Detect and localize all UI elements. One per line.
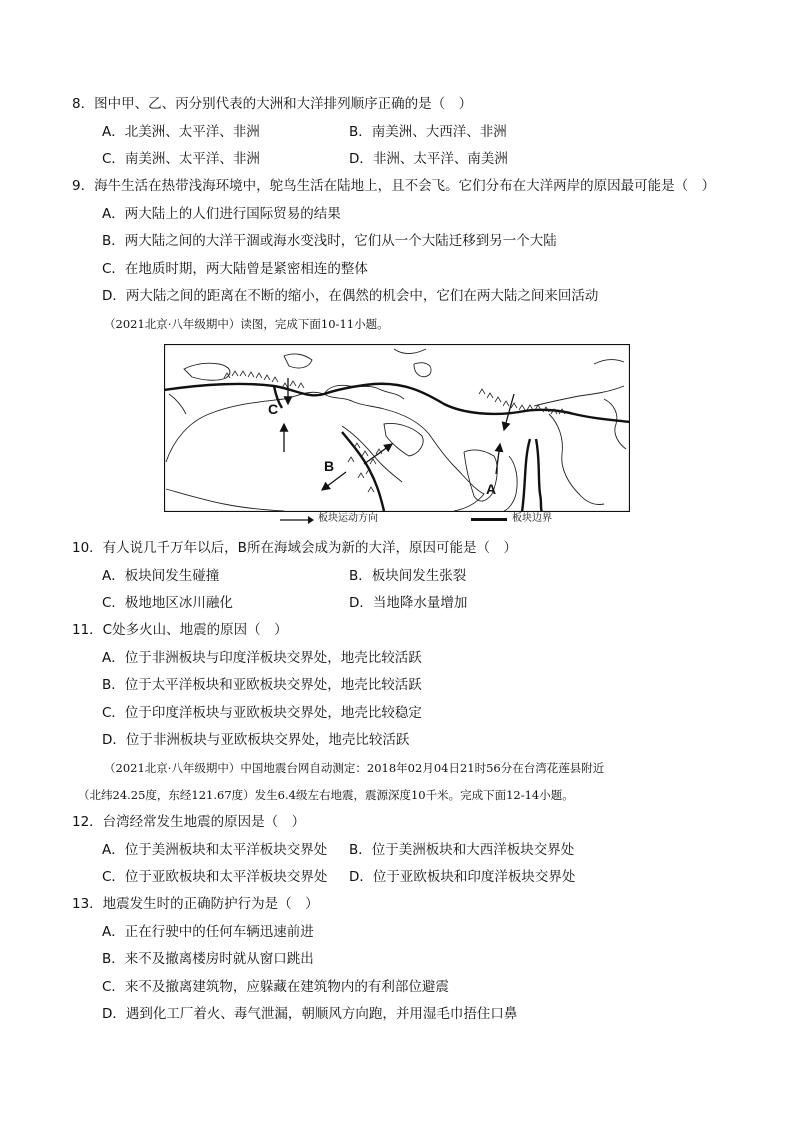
q8-option-d[interactable]: D．非洲、太平洋、南美洲 bbox=[349, 151, 508, 167]
q11-option-c[interactable]: C．位于印度洋板块与亚欧板块交界处，地壳比较稳定 bbox=[102, 705, 422, 721]
q9-option-a[interactable]: A．两大陆上的人们进行国际贸易的结果 bbox=[102, 206, 341, 222]
legend-arrow-icon bbox=[279, 515, 315, 525]
q12-option-d[interactable]: D．位于亚欧板块和印度洋板块交界处 bbox=[349, 869, 576, 885]
q10-option-b[interactable]: B．板块间发生张裂 bbox=[349, 568, 467, 584]
q12-stem: 12．台湾经常发生地震的原因是（ ） bbox=[72, 814, 306, 830]
q13-option-a[interactable]: A．正在行驶中的任何车辆迅速前进 bbox=[102, 924, 314, 940]
q13-option-b[interactable]: B．来不及撤离楼房时就从窗口跳出 bbox=[102, 951, 314, 967]
map-label-c: C bbox=[268, 401, 279, 417]
q13-option-c[interactable]: C．来不及撤离建筑物，应躲藏在建筑物内的有利部位避震 bbox=[102, 979, 449, 995]
q11-option-d[interactable]: D．位于非洲板块与亚欧板块交界处，地壳比较活跃 bbox=[102, 732, 410, 748]
q9-stem: 9．海牛生活在热带浅海环境中，鸵鸟生活在陆地上，且不会飞。它们分布在大洋两岸的原因最可能是（ ） bbox=[72, 178, 716, 194]
q12-option-b[interactable]: B．位于美洲板块和大西洋板块交界处 bbox=[349, 842, 575, 858]
map-label-b: B bbox=[324, 458, 335, 474]
q9-option-b[interactable]: B．两大陆之间的大洋干涸或海水变浅时，它们从一个大陆迁移到另一个大陆 bbox=[102, 233, 557, 249]
q11-stem: 11．C处多火山、地震的原因（ ） bbox=[72, 622, 288, 638]
q8-stem: 8．图中甲、乙、丙分别代表的大洲和大洋排列顺序正确的是（ ） bbox=[72, 96, 473, 112]
q11-option-b[interactable]: B．位于太平洋板块和亚欧板块交界处，地壳比较活跃 bbox=[102, 677, 422, 693]
q8-option-a[interactable]: A．北美洲、太平洋、非洲 bbox=[102, 124, 260, 140]
intro-10-11: （2021北京·八年级期中）读图，完成下面10-11小题。 bbox=[104, 317, 389, 331]
q13-option-d[interactable]: D．遇到化工厂着火、毒气泄漏，朝顺风方向跑，并用湿毛巾捂住口鼻 bbox=[102, 1006, 518, 1022]
q9-option-c[interactable]: C．在地质时期，两大陆曾是紧密相连的整体 bbox=[102, 261, 368, 277]
q10-option-a[interactable]: A．板块间发生碰撞 bbox=[102, 568, 220, 584]
map-label-a: A bbox=[486, 481, 497, 497]
q10-option-d[interactable]: D．当地降水量增加 bbox=[349, 595, 468, 611]
legend-direction-label: 板块运动方向 bbox=[318, 513, 378, 524]
q10-option-c[interactable]: C．极地地区冰川融化 bbox=[102, 595, 233, 611]
map-frame bbox=[165, 345, 630, 512]
q13-stem: 13．地震发生时的正确防护行为是（ ） bbox=[72, 896, 319, 912]
q12-option-c[interactable]: C．位于亚欧板块和太平洋板块交界处 bbox=[102, 869, 328, 885]
q10-stem: 10．有人说几千万年以后，B所在海域会成为新的大洋，原因可能是（ ） bbox=[72, 540, 517, 556]
q12-option-a[interactable]: A．位于美洲板块和太平洋板块交界处 bbox=[102, 842, 328, 858]
plate-map-figure bbox=[164, 344, 630, 512]
q8-option-c[interactable]: C．南美洲、太平洋、非洲 bbox=[102, 151, 260, 167]
q11-option-a[interactable]: A．位于非洲板块与印度洋板块交界处，地壳比较活跃 bbox=[102, 650, 422, 666]
legend-boundary-label: 板块边界 bbox=[512, 513, 552, 524]
q9-option-d[interactable]: D．两大陆之间的距离在不断的缩小，在偶然的机会中，它们在两大陆之间来回活动 bbox=[102, 288, 599, 304]
intro-12-14-line2: （北纬24.25度，东经121.67度）发生6.4级左右地震，震源深度10千米。完成下面12-14小题。 bbox=[78, 788, 574, 802]
legend-boundary-line bbox=[471, 518, 507, 521]
intro-12-14-line1: （2021北京·八年级期中）中国地震台网自动测定：2018年02月04日21时56分在台湾花莲县附近 bbox=[104, 761, 605, 775]
q8-option-b[interactable]: B．南美洲、大西洋、非洲 bbox=[349, 124, 507, 140]
